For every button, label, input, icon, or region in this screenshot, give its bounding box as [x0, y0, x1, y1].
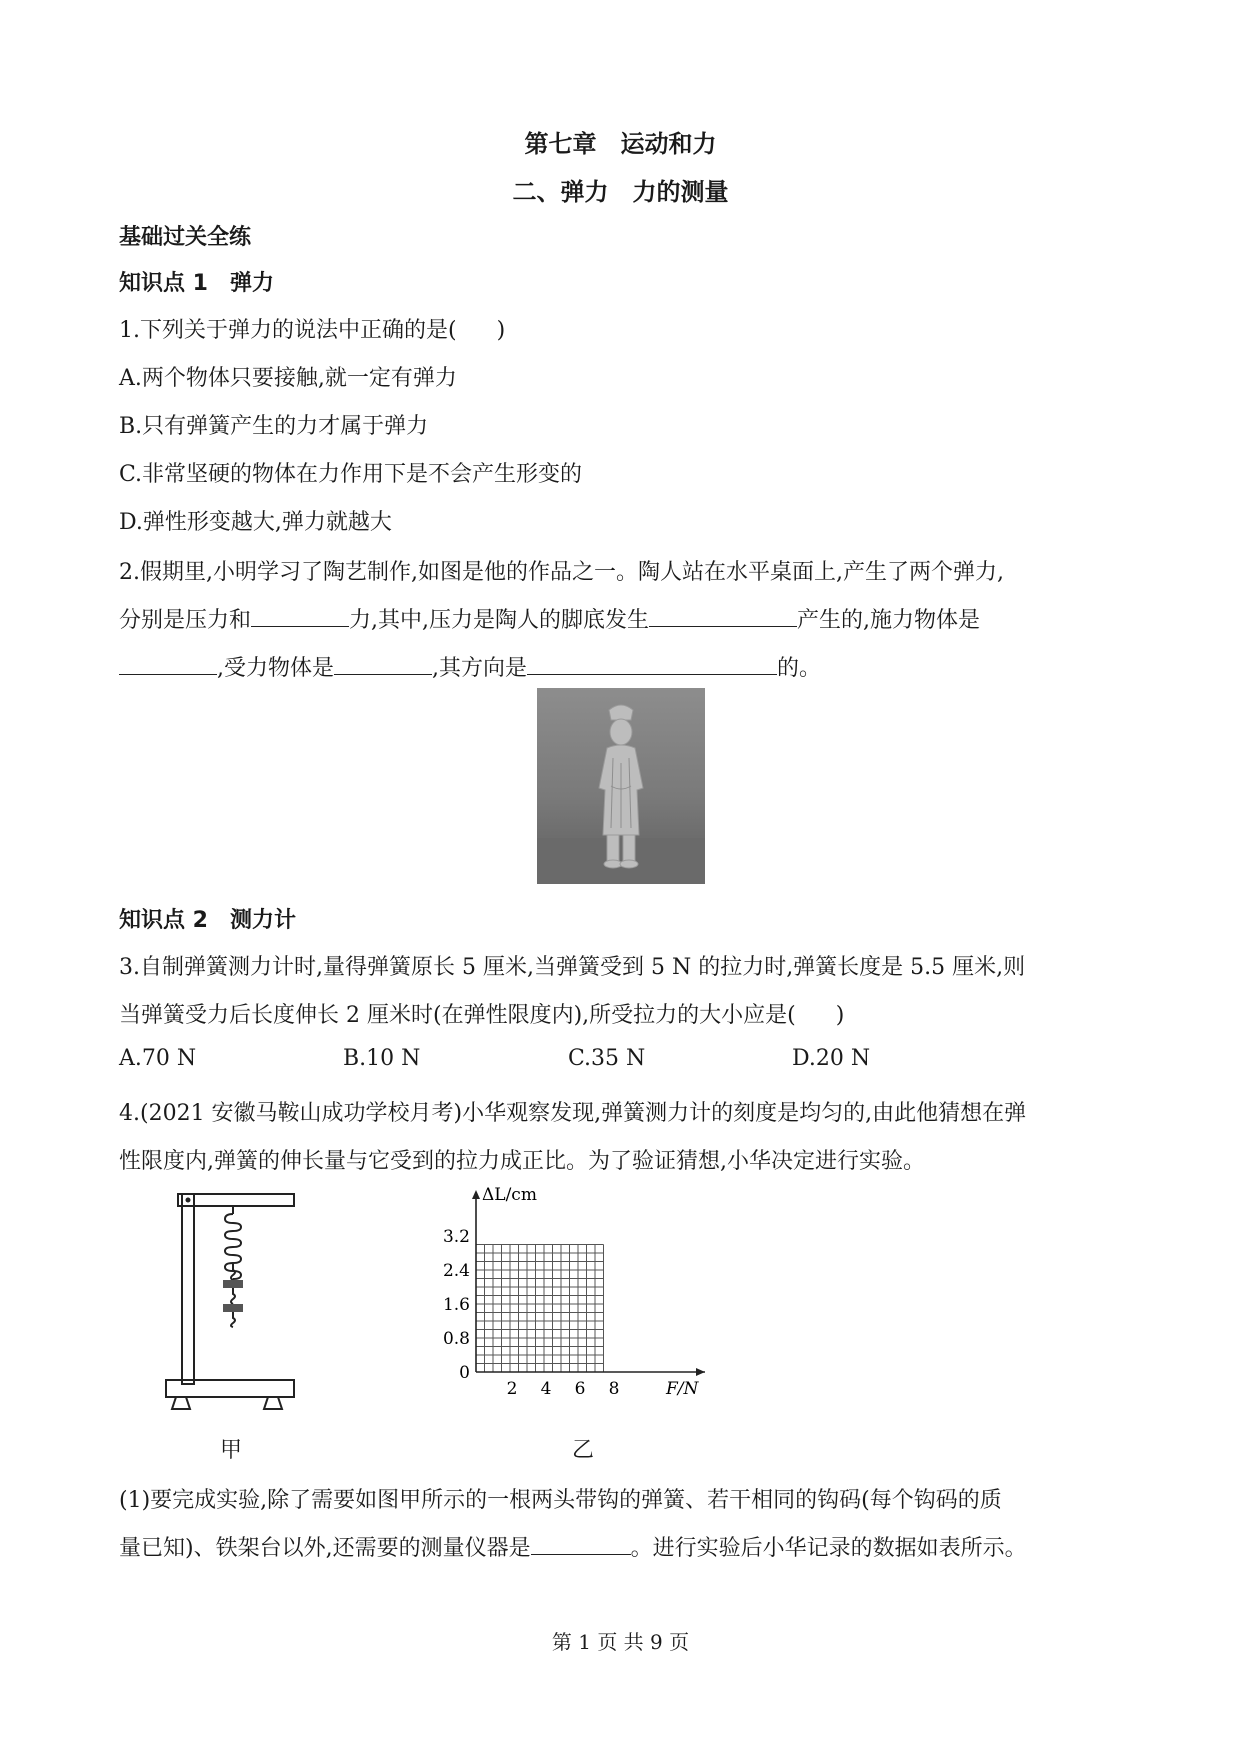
answer-blank[interactable] — [251, 604, 349, 627]
answer-blank[interactable] — [531, 1532, 631, 1555]
section-title: 二、弹力 力的测量 — [512, 178, 729, 206]
answer-blank[interactable] — [649, 604, 797, 627]
answer-blank[interactable] — [334, 652, 432, 675]
x-tick-label: 8 — [608, 1379, 620, 1399]
x-tick-label: 2 — [506, 1379, 518, 1399]
x-tick-label: 4 — [540, 1379, 552, 1399]
question-4-line-1: 4.(2021 安徽马鞍山成功学校月考)小华观察发现,弹簧测力计的刻度是均匀的,由此他猜想在弹 — [119, 1101, 1027, 1126]
answer-blank[interactable] — [527, 652, 777, 675]
question-3-line-2: 当弹簧受力后长度伸长 2 厘米时(在弹性限度内),所受拉力的大小应是( ) — [119, 1003, 845, 1028]
figure-b-label: 乙 — [572, 1438, 595, 1463]
y-tick-label: 0 — [459, 1363, 470, 1383]
question-3-option-c: C.35 N — [568, 1046, 646, 1071]
knowledge-point-2: 知识点 2 测力计 — [119, 908, 296, 933]
question-2-line-2: 分别是压力和 力,其中,压力是陶人的脚底发生 产生的,施力物体是 — [119, 603, 980, 634]
y-tick-label: 1.6 — [442, 1295, 470, 1315]
y-tick-label: 0.8 — [442, 1329, 470, 1349]
question-3-option-a: A.70 N — [119, 1046, 197, 1071]
y-axis-arrow — [472, 1190, 480, 1199]
knowledge-point-1: 知识点 1 弹力 — [119, 271, 274, 296]
question-4-sub-1-line-2: 量已知)、铁架台以外,还需要的测量仪器是 。进行实验后小华记录的数据如表所示。 — [119, 1531, 1027, 1562]
chapter-title: 第七章 运动和力 — [524, 130, 717, 158]
practice-title: 基础过关全练 — [119, 225, 252, 250]
question-4-line-2: 性限度内,弹簧的伸长量与它受到的拉力成正比。为了验证猜想,小华决定进行实验。 — [119, 1149, 925, 1174]
x-axis-label: F/N — [666, 1379, 699, 1399]
extension-force-graph — [430, 1180, 720, 1410]
page-footer: 第 1 页 共 9 页 — [551, 1630, 690, 1654]
y-axis-label: ΔL/cm — [482, 1185, 537, 1205]
question-2-line-1: 2.假期里,小明学习了陶艺制作,如图是他的作品之一。陶人站在水平桌面上,产生了两个弹力, — [119, 560, 1004, 585]
question-1-option-d: D.弹性形变越大,弹力就越大 — [119, 510, 392, 535]
x-tick-label: 6 — [574, 1379, 586, 1399]
y-tick-label: 2.4 — [442, 1261, 470, 1281]
question-1-option-c: C.非常坚硬的物体在力作用下是不会产生形变的 — [119, 462, 583, 487]
figure-a-label: 甲 — [220, 1438, 243, 1463]
y-tick-label: 3.2 — [442, 1227, 470, 1247]
question-3-option-b: B.10 N — [343, 1046, 421, 1071]
x-axis-arrow — [696, 1368, 705, 1376]
answer-blank[interactable] — [119, 652, 217, 675]
question-1-option-a: A.两个物体只要接触,就一定有弹力 — [119, 366, 457, 391]
question-1-option-b: B.只有弹簧产生的力才属于弹力 — [119, 414, 429, 439]
question-4-sub-1-line-1: (1)要完成实验,除了需要如图甲所示的一根两头带钩的弹簧、若干相同的钩码(每个钩码的质 — [119, 1488, 1002, 1513]
question-3-line-1: 3.自制弹簧测力计时,量得弹簧原长 5 厘米,当弹簧受到 5 N 的拉力时,弹簧长度是 5.5 厘米,则 — [119, 955, 1026, 980]
question-3-option-d: D.20 N — [792, 1046, 871, 1071]
spring-stand-diagram — [150, 1190, 310, 1416]
question-2-line-3: ,受力物体是 ,其方向是 的。 — [119, 651, 821, 682]
pottery-figure-photo — [537, 688, 705, 884]
question-1-stem: 1.下列关于弹力的说法中正确的是( ) — [119, 318, 506, 343]
